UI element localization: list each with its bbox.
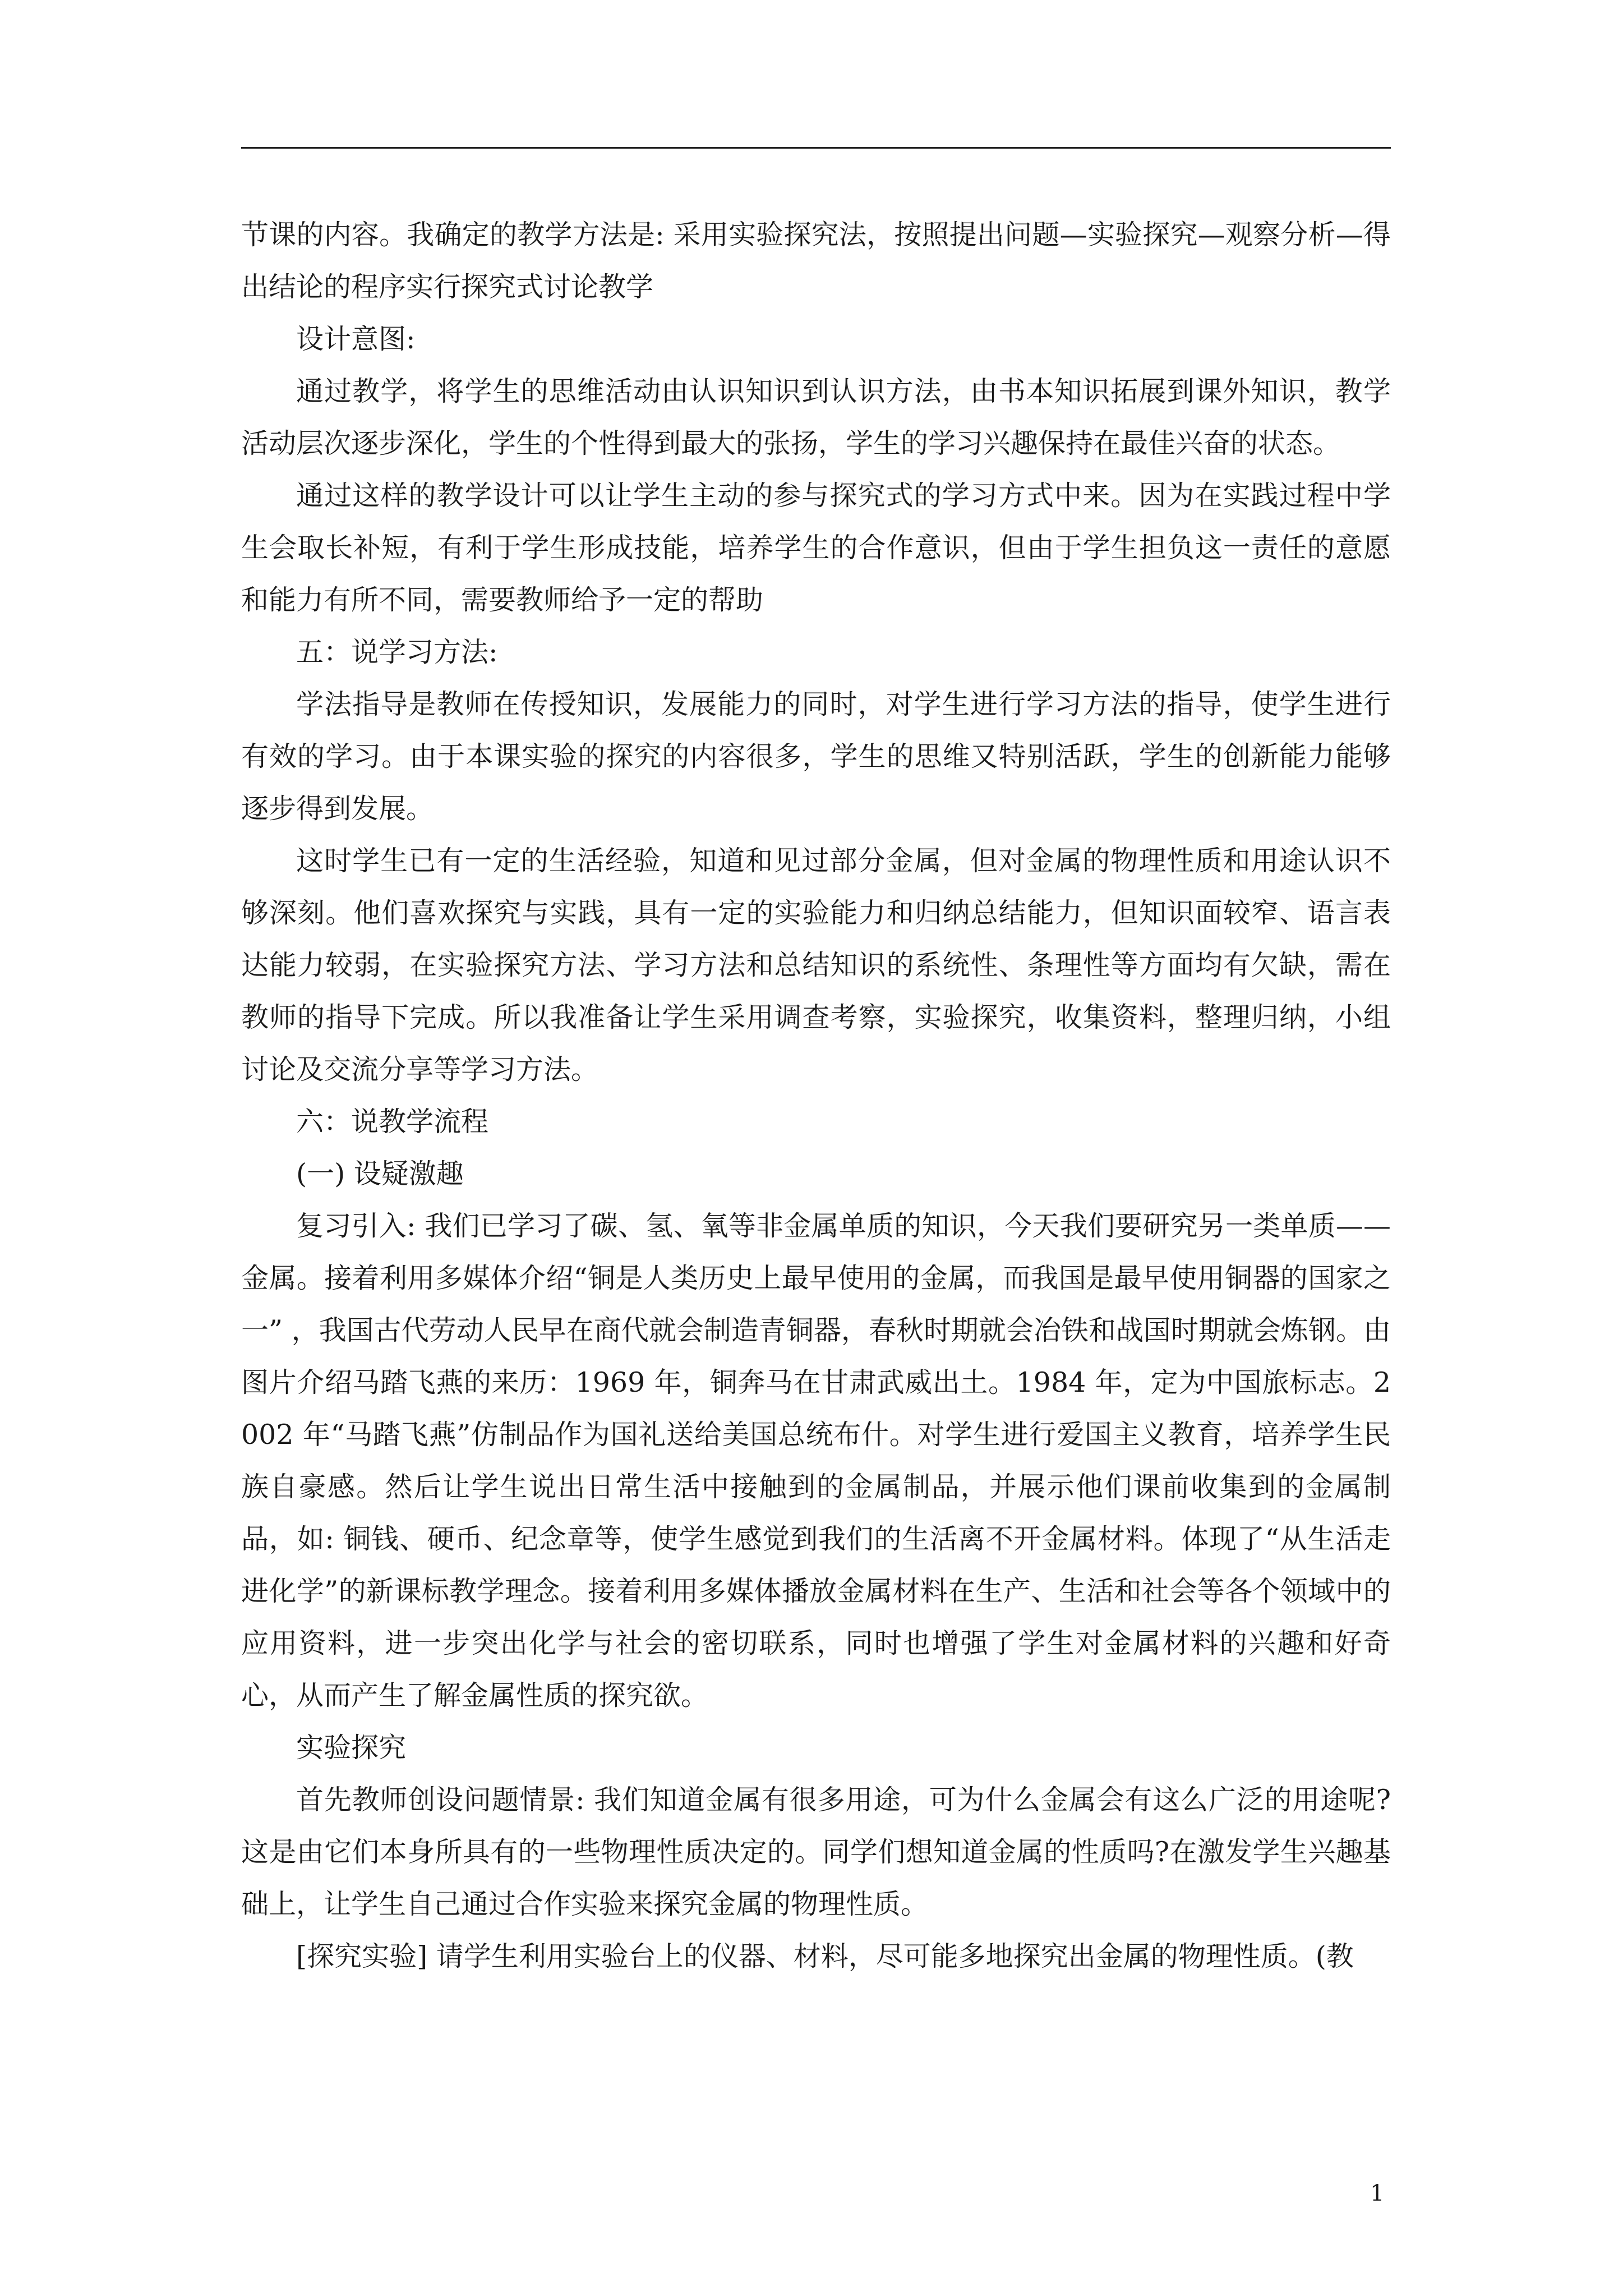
paragraph: 复习引入: 我们已学习了碳、氢、氧等非金属单质的知识，今天我们要研究另一类单质——金属。接着利用多媒体介绍“铜是人类历史上最早使用的金属，而我国是最早使用铜器的国家之一” ，我国古代劳动人民早在商代就会制造青铜器，春秋时期就会冶铁和战国时期就会炼钢。由图片介绍马踏飞燕的来历：1969 年，铜奔马在甘肃武威出土。1984 年，定为中国旅标志。2002 年“马踏飞燕”仿制品作为国礼送给美国总统布什。对学生进行爱国主义教育，培养学生民族自豪感。然后让学生说出日常生活中接触到的金属制品，并展示他们课前收集到的金属制品，如: 铜钱、硬币、纪念章等，使学生感觉到我们的生活离不开金属材料。体现了“从生活走进化学”的新课标教学理念。接着利用多媒体播放金属材料在生产、生活和社会等各个领域中的应用资料，进一步突出化学与社会的密切联系，同时也增强了学生对金属材料的兴趣和好奇心，从而产生了解金属性质的探究欲。 [241, 1210, 1391, 1711]
paragraph-design-intent-heading: 设计意图: [296, 323, 416, 355]
paragraph: 通过这样的教学设计可以让学生主动的参与探究式的学习方式中来。因为在实践过程中学生会取长补短，有利于学生形成技能，培养学生的合作意识，但由于学生担负这一责任的意愿和能力有所不同，需要教师给予一定的帮助 [241, 480, 1391, 616]
body-text [241, 209, 1391, 1982]
section-heading-learning-methods: 五：说学习方法: [296, 636, 498, 668]
subsection-heading: (一) 设疑激趣 [296, 1158, 464, 1190]
paragraph-continuation: 节课的内容。我确定的教学方法是: 采用实验探究法，按照提出问题—实验探究—观察分析—得出结论的程序实行探究式讨论教学 [241, 219, 1391, 303]
paragraph: 首先教师创设问题情景: 我们知道金属有很多用途，可为什么金属会有这么广泛的用途呢?这是由它们本身所具有的一些物理性质决定的。同学们想知道金属的性质吗?在激发学生兴趣基础上，让学生自己通过合作实验来探究金属的物理性质。 [241, 1784, 1391, 1920]
page-number: 1 [1370, 2180, 1385, 2206]
section-heading-teaching-process: 六：说教学流程 [296, 1106, 489, 1138]
paragraph: 通过教学，将学生的思维活动由认识知识到认识方法，由书本知识拓展到课外知识，教学活动层次逐步深化，学生的个性得到最大的张扬，学生的学习兴趣保持在最佳兴奋的状态。 [241, 375, 1391, 459]
header-rule [241, 147, 1391, 149]
paragraph: [探究实验] 请学生利用实验台上的仪器、材料，尽可能多地探究出金属的物理性质。(教 [296, 1940, 1354, 1972]
paragraph: 学法指导是教师在传授知识，发展能力的同时，对学生进行学习方法的指导，使学生进行有效的学习。由于本课实验的探究的内容很多，学生的思维又特别活跃，学生的创新能力能够逐步得到发展。 [241, 688, 1391, 825]
subsection-heading-experiment: 实验探究 [296, 1732, 407, 1764]
paragraph: 这时学生已有一定的生活经验，知道和见过部分金属，但对金属的物理性质和用途认识不够深刻。他们喜欢探究与实践，具有一定的实验能力和归纳总结能力，但知识面较窄、语言表达能力较弱，在实验探究方法、学习方法和总结知识的系统性、条理性等方面均有欠缺，需在教师的指导下完成。所以我准备让学生采用调查考察，实验探究，收集资料，整理归纳，小组讨论及交流分享等学习方法。 [241, 845, 1391, 1085]
